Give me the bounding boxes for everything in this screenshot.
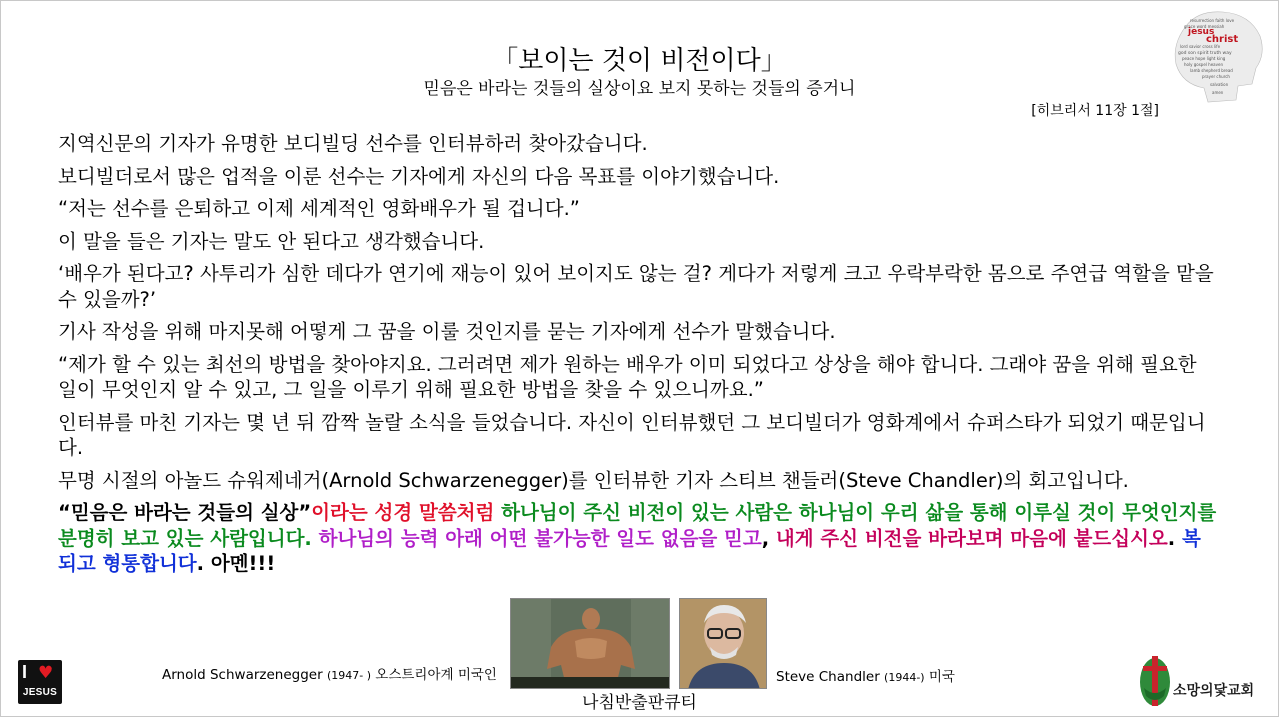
i-love-jesus-logo bbox=[18, 660, 62, 704]
closing-part: 이라는 성경 말씀처럼 bbox=[311, 501, 502, 524]
svg-text:lamb shepherd bread: lamb shepherd bread bbox=[1190, 68, 1233, 73]
closing-punct: . bbox=[1167, 526, 1182, 550]
logo-letter: I bbox=[22, 662, 28, 682]
page-title: 「보이는 것이 비전이다」 bbox=[492, 46, 787, 76]
closing-quote: “믿음은 바라는 것들의 실상” bbox=[58, 501, 312, 524]
steve-nationality: 미국 bbox=[928, 669, 955, 685]
word-cloud-head-icon bbox=[1168, 6, 1268, 104]
arnold-caption bbox=[162, 666, 497, 685]
arnold-photo bbox=[510, 598, 670, 689]
svg-text:amen: amen bbox=[1212, 90, 1224, 95]
arnold-name: Arnold Schwarzenegger bbox=[162, 667, 323, 683]
heart-icon: ♥ bbox=[38, 663, 54, 683]
svg-text:holy gospel heaven: holy gospel heaven bbox=[1184, 62, 1223, 67]
arnold-years: (1947- ) bbox=[326, 669, 371, 682]
story-paragraph: 기사 작성을 위해 마지못해 어떻게 그 꿈을 이룰 것인지를 묻는 기자에게 선수가 말했습니다. bbox=[58, 320, 836, 343]
closing-punct: , bbox=[761, 526, 776, 550]
steve-years: (1944-) bbox=[884, 671, 925, 684]
story-paragraph: ‘배우가 된다고? 사투리가 심한 데다가 연기에 재능이 있어 보이지도 않는 걸? 게다가 저렇게 크고 우락부락한 몸으로 주연급 역할을 맡을 수 있을까?’ bbox=[58, 262, 1214, 311]
svg-text:lord savior cross life: lord savior cross life bbox=[1180, 44, 1221, 49]
steve-name: Steve Chandler bbox=[776, 669, 880, 685]
closing-part: 내게 주신 비전을 바라보며 마음에 붙드십시오 bbox=[775, 526, 1168, 550]
closing-part: 복되고 형통합니다 bbox=[58, 526, 1201, 575]
arnold-nationality: 오스트리아계 미국인 bbox=[375, 667, 497, 683]
svg-text:salvation: salvation bbox=[1210, 82, 1229, 87]
logo-word: JESUS bbox=[22, 687, 58, 698]
word-cloud-word: christ bbox=[1206, 34, 1239, 45]
story-paragraph: 지역신문의 기자가 유명한 보디빌딩 선수를 인터뷰하러 찾아갔습니다. bbox=[58, 132, 648, 155]
story-paragraph: “제가 할 수 있는 최선의 방법을 찾아야지요. 그러려면 제가 원하는 배우가 이미 되었다고 상상을 해야 합니다. 그래야 꿈을 위해 필요한 일이 무엇인지 알 수 있고, 그 일을 이루기 위해 필요한 방법을 찾을 수 있으니까요.” bbox=[58, 352, 1197, 401]
closing-message bbox=[58, 500, 1218, 577]
church-name: 소망의닻교회 bbox=[1173, 683, 1255, 699]
svg-text:grace word messiah: grace word messiah bbox=[1184, 24, 1225, 29]
closing-part: 하나님의 능력 아래 어떤 불가능한 일도 없음을 믿고 bbox=[311, 526, 762, 550]
word-cloud-word: jesus bbox=[1188, 27, 1215, 37]
svg-text:resurrection faith love: resurrection faith love bbox=[1190, 18, 1235, 23]
closing-punct: . bbox=[196, 552, 211, 575]
svg-text:prayer church: prayer church bbox=[1202, 74, 1230, 79]
story-paragraph: “저는 선수를 은퇴하고 이제 세계적인 영화배우가 될 겁니다.” bbox=[58, 197, 580, 220]
story-paragraph: 무명 시절의 아놀드 슈워제네거(Arnold Schwarzenegger)를 인터뷰한 기자 스티브 챈들러(Steve Chandler)의 회고입니다. bbox=[58, 468, 1129, 492]
source-publisher: 나침반출판큐티 bbox=[582, 693, 697, 713]
story-paragraph: 보디빌더로서 많은 업적을 이룬 선수는 기자에게 자신의 다음 목표를 이야기했습니다. bbox=[58, 164, 780, 188]
svg-text:god son spirit truth way: god son spirit truth way bbox=[1178, 51, 1232, 56]
scripture-reference: [히브리서 11장 1절] bbox=[1031, 103, 1159, 119]
story-paragraph: 인터뷰를 마친 기자는 몇 년 뒤 깜짝 놀랄 소식을 들었습니다. 자신이 인터뷰했던 그 보디빌더가 영화계에서 슈퍼스타가 되었기 때문입니다. bbox=[58, 410, 1206, 459]
page-subtitle: 믿음은 바라는 것들의 실상이요 보지 못하는 것들의 증거니 bbox=[423, 79, 856, 99]
steve-caption bbox=[776, 668, 955, 687]
closing-part: 하나님이 주신 비전이 있는 사람은 하나님이 우리 삶을 통해 이루실 것이 무엇인지를 분명히 보고 있는 사람입니다. bbox=[58, 501, 1217, 550]
story-body bbox=[58, 131, 1218, 584]
svg-text:peace hope light king: peace hope light king bbox=[1182, 56, 1226, 61]
steve-photo bbox=[679, 598, 767, 689]
closing-amen: 아멘!!! bbox=[210, 552, 276, 575]
story-paragraph: 이 말을 들은 기자는 말도 안 된다고 생각했습니다. bbox=[58, 229, 485, 253]
